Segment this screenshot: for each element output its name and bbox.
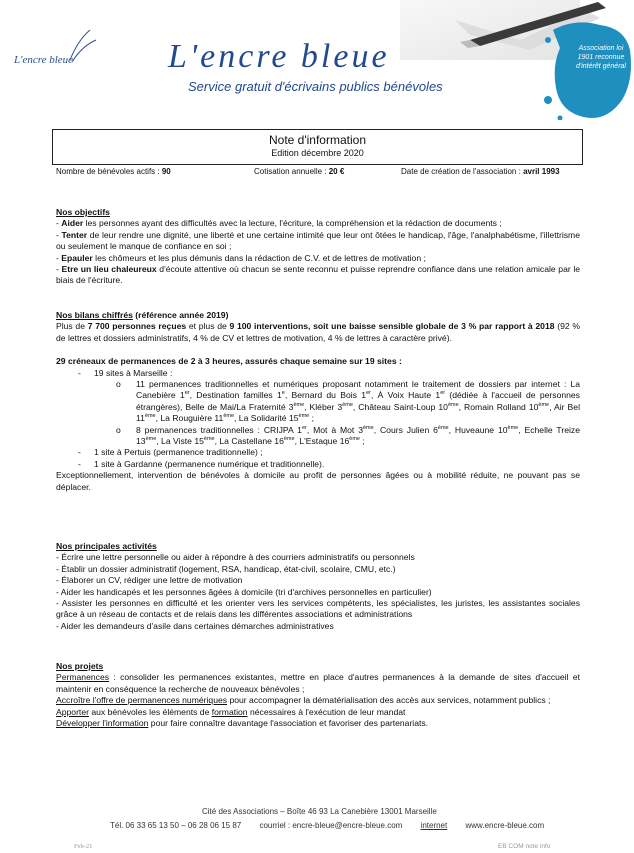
fee-label: Cotisation annuelle : [254, 167, 327, 176]
activite-item: - Aider les demandeurs d'asile dans certaines démarches administratives [56, 620, 334, 631]
projets-heading: Nos projets [56, 661, 104, 671]
volunteers-stat [56, 167, 171, 176]
footer-contacts [110, 821, 560, 830]
volunteers-value: 90 [161, 167, 171, 176]
site-pertuis: - 1 site à Pertuis (permanence traditionnelle) ; [78, 447, 263, 458]
created-label: Date de création de l'association : [401, 167, 521, 176]
note-title-box [52, 129, 583, 165]
exception-note: Exceptionnellement, intervention de bénévoles à domicile au profit de personnes âgées ou à mobilité réduite, ne pouvant pas se déplacer. [56, 470, 580, 492]
activite-item: - Élaborer un CV, rédiger une lettre de motivation [56, 575, 243, 586]
footer-phone: Tél. 06 33 65 13 50 – 06 28 06 15 87 [110, 821, 242, 830]
objectif-item: - Epauler les chômeurs et les plus démunis dans la rédaction de C.V. et de lettres de motivation ; [56, 252, 426, 263]
volunteers-label: Nombre de bénévoles actifs : [56, 167, 160, 176]
note-title: Note d'information [268, 133, 366, 147]
activites-section [56, 541, 580, 632]
projet-item: Apporter aux bénévoles les éléments de formation nécessaires à l'exécution de leur mandat [56, 706, 406, 717]
permanences-traditionnelles: o 8 permanences traditionnelles : CRIJPA 1er, Mot à Mot 3ème, Cours Julien 6ème, Huveaune 10ème, Echelle Treize 13ème, La Viste 15ème, La Castellane 16ème, L'Estaque 16ème ; [116, 424, 580, 447]
projet-item: Permanences : consolider les permanences existantes, mettre en place d'autres permanences à la demande de sites d'accueil et maintenir en conséquence la recherche de nouveaux bénévoles ; [56, 672, 580, 694]
fee-value: 20 € [328, 167, 345, 176]
logo-small: L'encre bleue [14, 54, 74, 66]
activite-item: - Assister les personnes en difficulté et les orienter vers les services compétents, les spécialistes, les juristes, les assistantes sociales grâce à un réseau de contacts et de relais dans les différentes associations et administrations [56, 598, 580, 620]
created-stat [401, 167, 560, 176]
objectifs-heading: Nos objectifs [56, 207, 110, 217]
created-value: avril 1993 [523, 167, 560, 176]
brand-subtitle: Service gratuit d'écrivains publics bénévoles [188, 79, 443, 94]
objectif-item: - Tenter de leur rendre une dignité, une liberté et une certaine intimité que leur ont ôtées le handicap, l'âge, l'analphabétisme, l'illettrisme ou seulement le manque de confiance en soi ; [56, 229, 580, 252]
projet-item: Développer l'information pour faire connaître davantage l'association et favoriser des partenariats. [56, 718, 429, 729]
bilans-section [56, 310, 580, 493]
sites-marseille: - 19 sites à Marseille : [78, 367, 173, 378]
fee-stat [254, 167, 344, 176]
objectif-item: - Etre un lieu chaleureux d'écoute attentive où chacun se sente reconnu et puisse reprendre confiance dans une relation amicale par le biais de l'écriture. [56, 264, 581, 286]
activite-item: - Établir un dossier administratif (logement, RSA, handicap, état-civil, scolaire, CMU, etc.) [56, 563, 396, 574]
activite-item: - Aider les handicapés et les personnes âgées à domicile (tri d'archives personnelles en particulier) [56, 586, 432, 597]
page-footer-ref: EB COM note info [498, 843, 551, 850]
association-note: Association loi 1901 reconnue d'intérêt général [576, 45, 626, 70]
permanences-numeriques: o 11 permanences traditionnelles et numériques proposant notamment le traitement de dossiers par internet : La Canebière 1er, Destination familles 1e, Bernard du Bois 1er, À Voix Haute 1er (dédiée à l'accueil de personnes étrangères), Belle de Mai/La Fraternité 3ème, Kléber 3ème, Château Saint-Loup 10ème, Romain Rolland 10ème, Air Bel 11ème, La Rouguière 11ème, La Solidarité 15ème ; [116, 379, 580, 424]
site-gardanne: - 1 site à Gardanne (permanence numérique et traditionnelle). [78, 458, 325, 469]
footer-internet-label: internet [420, 821, 448, 830]
bilans-heading: Nos bilans chiffrés (référence année 2019) [56, 310, 229, 320]
projets-section [56, 661, 580, 729]
projet-item: Accroître l'offre de permanences numériques pour accompagner la dématérialisation des accès aux services, notamment publics ; [56, 695, 551, 706]
activites-heading: Nos principales activités [56, 541, 157, 551]
creneaux-line: 29 créneaux de permanences de 2 à 3 heures, assurés chaque semaine sur 19 sites : [56, 356, 402, 367]
bilans-summary: Plus de 7 700 personnes reçues et plus de 9 100 interventions, soit une baisse sensible globale de 3 % par rapport à 2018 (92 % de lettres et dossiers administratifs, 4 % de CV et lettres de motivation, 4 % de lettres à caractère privé). [56, 321, 580, 343]
objectif-item: - Aider les personnes ayant des difficultés avec la lecture, l'écriture, la compréhension et la rédaction de documents ; [56, 218, 502, 229]
footer-website-link[interactable]: www.encre-bleue.com [465, 821, 545, 830]
note-edition: Edition décembre 2020 [271, 148, 364, 158]
footer-email[interactable]: courriel : encre-bleue@encre-bleue.com [259, 821, 403, 830]
page-footer-date: Feb-21 [74, 843, 93, 850]
objectifs-section [56, 207, 580, 287]
activite-item: - Écrire une lettre personnelle ou aider à répondre à des courriers administratifs ou personnels [56, 552, 415, 563]
footer-address: Cité des Associations – Boîte 46 93 La Canebière 13001 Marseille [202, 807, 437, 816]
brand-title: L'encre bleue [168, 38, 390, 75]
